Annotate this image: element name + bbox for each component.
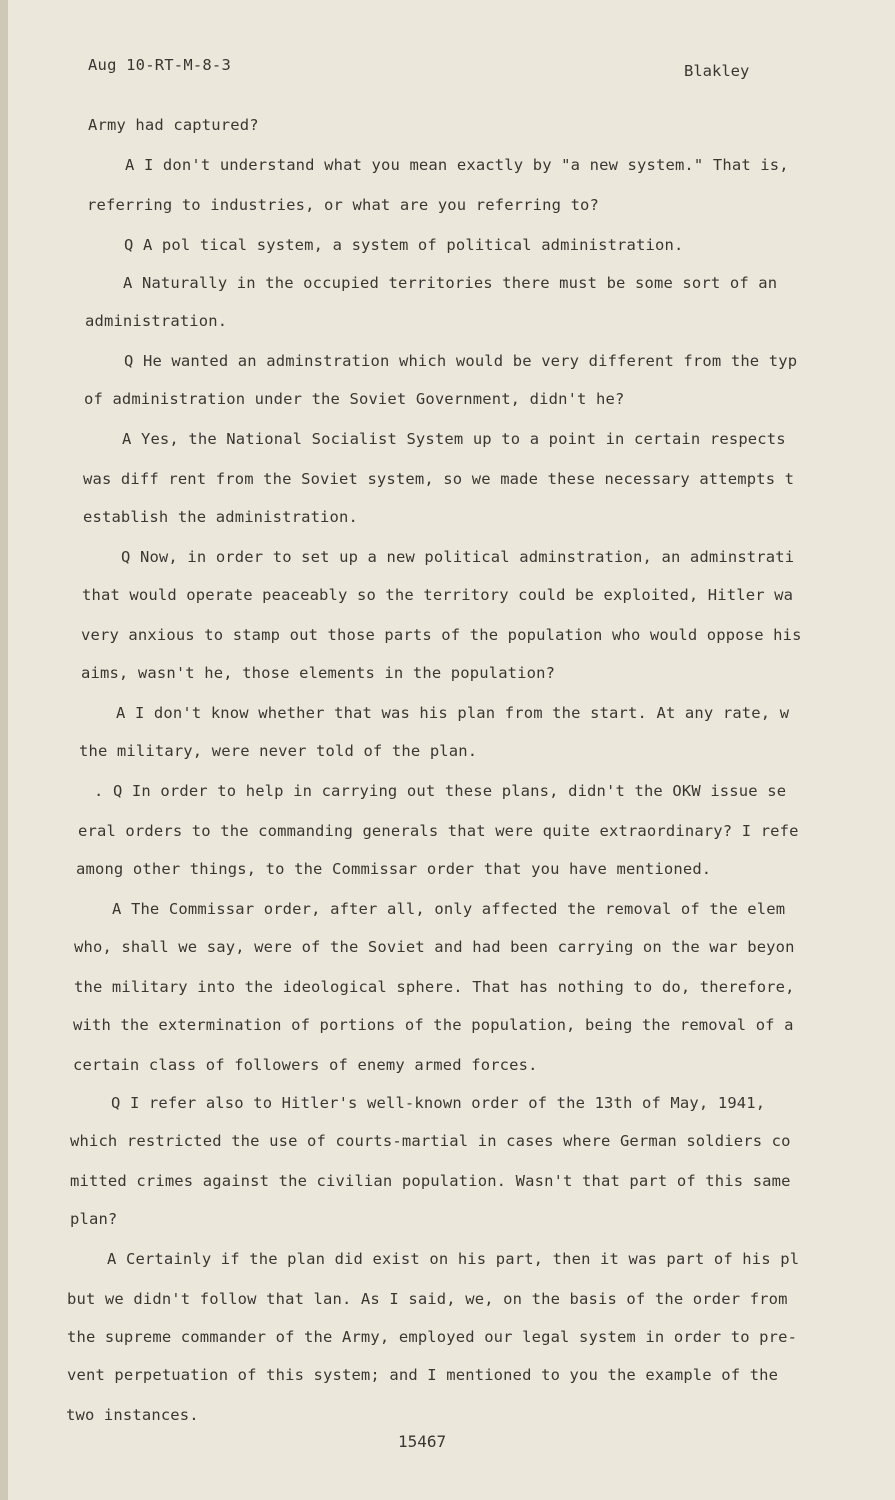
text-line: Q A pol tical system, a system of political administration. bbox=[124, 236, 684, 254]
text-line: with the extermination of portions of the population, being the removal of a bbox=[73, 1016, 794, 1034]
text-line: aims, wasn't he, those elements in the population? bbox=[81, 664, 556, 682]
text-line: which restricted the use of courts-martial in cases where German soldiers co bbox=[70, 1132, 791, 1150]
text-line: mitted crimes against the civilian population. Wasn't that part of this same bbox=[70, 1172, 791, 1190]
text-line: very anxious to stamp out those parts of the population who would oppose his bbox=[81, 626, 802, 644]
text-line: A Naturally in the occupied territories there must be some sort of an bbox=[123, 274, 778, 292]
text-line: who, shall we say, were of the Soviet and had been carrying on the war beyon bbox=[74, 938, 795, 956]
text-line: A The Commissar order, after all, only affected the removal of the elem bbox=[112, 900, 786, 918]
text-line: A Yes, the National Socialist System up to a point in certain respects bbox=[122, 430, 786, 448]
text-line: the military, were never told of the plan. bbox=[79, 742, 478, 760]
text-line: the supreme commander of the Army, employed our legal system in order to pre- bbox=[67, 1328, 798, 1346]
witness-name: Blakley bbox=[684, 62, 750, 80]
text-line: referring to industries, or what are you referring to? bbox=[87, 196, 600, 214]
text-line: Army had captured? bbox=[88, 116, 259, 134]
text-line: was diff rent from the Soviet system, so we made these necessary attempts t bbox=[83, 470, 795, 488]
text-line: Q I refer also to Hitler's well-known order of the 13th of May, 1941, bbox=[111, 1094, 766, 1112]
text-line: A I don't know whether that was his plan from the start. At any rate, w bbox=[116, 704, 790, 722]
document-reference: Aug 10-RT-M-8-3 bbox=[88, 56, 231, 74]
text-line: that would operate peaceably so the territory could be exploited, Hitler wa bbox=[82, 586, 794, 604]
text-line: administration. bbox=[85, 312, 228, 330]
text-line: among other things, to the Commissar order that you have mentioned. bbox=[76, 860, 712, 878]
text-line: A Certainly if the plan did exist on his part, then it was part of his pl bbox=[107, 1250, 800, 1268]
text-line: establish the administration. bbox=[83, 508, 358, 526]
text-line: A I don't understand what you mean exactly by "a new system." That is, bbox=[125, 156, 789, 174]
text-line: of administration under the Soviet Government, didn't he? bbox=[84, 390, 625, 408]
text-line: plan? bbox=[70, 1210, 118, 1228]
page-number: 15467 bbox=[398, 1432, 447, 1451]
text-line: the military into the ideological sphere. That has nothing to do, therefore, bbox=[74, 978, 795, 996]
text-line: Q Now, in order to set up a new political adminstration, an adminstrati bbox=[121, 548, 795, 566]
text-line: Q He wanted an adminstration which would be very different from the typ bbox=[124, 352, 798, 370]
text-line: vent perpetuation of this system; and I mentioned to you the example of the bbox=[67, 1366, 779, 1384]
text-line: but we didn't follow that lan. As I said, we, on the basis of the order from bbox=[67, 1290, 788, 1308]
text-line: certain class of followers of enemy armed forces. bbox=[73, 1056, 538, 1074]
text-line: two instances. bbox=[66, 1406, 199, 1424]
text-line: eral orders to the commanding generals that were quite extraordinary? I refe bbox=[78, 822, 799, 840]
text-line: . Q In order to help in carrying out these plans, didn't the OKW issue se bbox=[94, 782, 787, 800]
